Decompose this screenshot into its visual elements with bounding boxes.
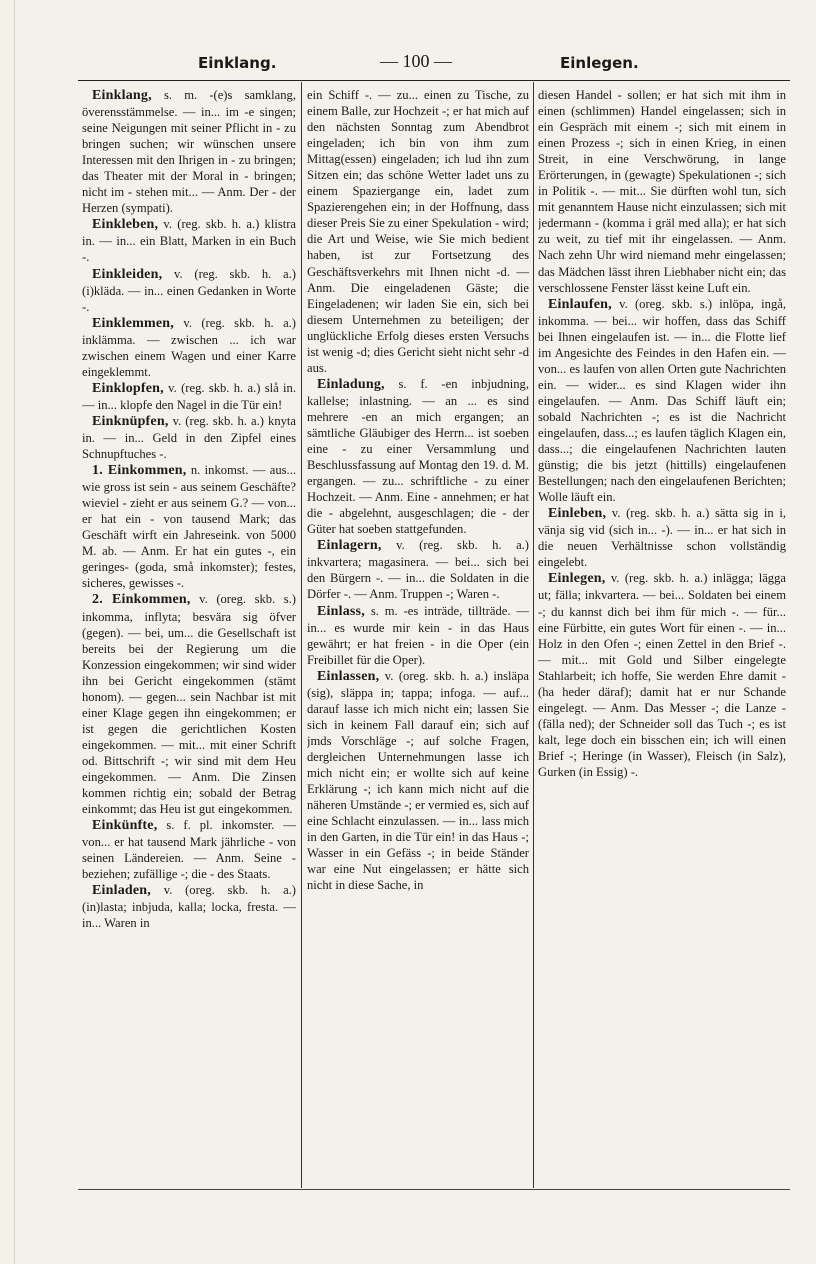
entry-headword: 2. Einkommen, — [92, 592, 191, 608]
dictionary-entry — [82, 817, 296, 882]
entry-headword: Einknüpfen, — [92, 413, 169, 429]
dictionary-entry — [307, 668, 529, 894]
footer-rule — [78, 1189, 790, 1190]
dictionary-entry — [82, 591, 296, 817]
entry-text: v. (oreg. skb. h. a.) (in)lasta; inbjuda, kalla; locka, fresta. — in... Waren in — [82, 883, 296, 931]
entry-text: ein Schiff -. — zu... einen zu Tische, zu einem Balle, zur Hochzeit -; er hat mich auf den nächsten Sonntag zum Abendbrot eingeladen; ich bin von ihm zum Mittag(essen) eingeladen; ich lud ihn zum Sitzen ein; das schöne Wetter ladet uns zu einem Spaziergange ein, ladet zum Spazierengehen ein; in der Hoffnung, dass dieser Preis Sie zu einer Spekulation - wird; die Art und Weise, wie Sie mich bedient haben, ist zur Fortsetzung des Geschäftsverkehrs mit Ihnen nicht -d. — Anm. Die eingeladenen Gäste; die Eingeladenen; wir laden Sie ein, sich bei diesem Unternehmen zu beteiligen; der unglückliche Erfolg dieses ersten Versuchs ist wenig -d; dies Gericht sieht nicht sehr -d aus. — [307, 88, 529, 375]
dictionary-entry — [82, 462, 296, 591]
header-rule — [78, 80, 790, 81]
column-divider-1 — [301, 82, 302, 1188]
dictionary-entry — [82, 266, 296, 315]
dictionary-entry — [307, 537, 529, 602]
dictionary-entry — [538, 570, 786, 780]
dictionary-entry — [82, 315, 296, 380]
entry-text: s. f. -en inbjudning, kallelse; inlastning. — an ... es sind mehrere -en an mich ergangen; an sämtliche Gläubiger des Herrn... ist soeben eine - zu einer Versammlung und Beschlussfassung auf Montag den 19. d. M. ergangen. — zu... schriftliche - zu einer Hochzeit. — Anm. Eine - annehmen; er hat die - abgelehnt, ausgeschlagen; die - der Güter hat soeben stattgefunden. — [307, 376, 529, 537]
entry-text: diesen Handel - sollen; er hat sich mit ihm in einen (schlimmen) Handel eingelassen; sich in ein Gespräch mit einem -; sich mit einem in einen Prozess -; sich in einen Krieg, in einen Streit, in eine Verschwörung, in lange Erörterungen, in (gewagte) Spekulationen -; sich in Politik -. — mit... Sie dürften wohl tun, sich mit genanntem Hause nicht einzulassen; sich mit jedermann - (komma i gräl med alla); er hat sich zu weit, zu tief mit ihr eingelassen. — Anm. Nach zehn Uhr wird niemand mehr eingelassen; das Mädchen lässt ihren Liebhaber nicht ein; das verschlossene Fenster lässt keine Luft ein. — [538, 88, 786, 295]
dictionary-entry — [82, 216, 296, 265]
entry-headword: Einlegen, — [548, 571, 606, 587]
entry-headword: Einkleiden, — [92, 266, 163, 282]
dictionary-entry — [538, 87, 786, 296]
entry-headword: Einlass, — [317, 603, 365, 619]
entry-headword: Einklemmen, — [92, 315, 174, 331]
header-last-word: Einlegen. — [560, 54, 639, 72]
entry-headword: Einlassen, — [317, 668, 380, 684]
dictionary-entry — [307, 603, 529, 668]
dictionary-entry — [538, 296, 786, 506]
dictionary-entry — [82, 380, 296, 413]
entry-headword: Einladen, — [92, 883, 151, 899]
entry-text: s. f. pl. inkomster. — von... er hat tausend Mark jährliche - von seinen Ländereien. — Anm. Seine - beziehen; zufällige -; die - des Staats. — [82, 818, 296, 882]
entry-headword: Einkünfte, — [92, 818, 158, 834]
entry-text: v. (reg. skb. h. a.) (i)kläda. — in... einen Gedanken in Worte -. — [82, 266, 296, 314]
entry-headword: 1. Einkommen, — [92, 463, 187, 479]
entry-text: s. m. -es inträde, tillträde. — in... es wurde mir kein - in das Haus gewährt; er hat freien - in die Oper (ein Freibillet für die Oper). — [307, 603, 529, 667]
entry-text: n. inkomst. — aus... wie gross ist sein - aus seinem Geschäfte? wieviel - zieht er aus seinem G.? — von... er hat ein - von tausend Mark; das Geschäft wirft ein Jahreseink. von 5000 M. ab. — Anm. Er hat ein gutes -, ein geringes- (goda, små inkomster); festes, sicheres, gewisses -. — [82, 463, 296, 591]
entry-headword: Einlagern, — [317, 538, 382, 554]
entry-text: v. (oreg. skb. s.) inlöpa, ingå, inkomma. — bei... wir hoffen, dass das Schiff bei Ihnen eingelaufen ist. — in... die Flotte lief im Angesichte des Feindes in den Hafen ein. — von... es laufen von allen Orten gute Nachrichten ein. — wider... es sind Klagen wider ihn eingelaufen. — Anm. Das Schiff läuft ein; sobald Nachrichten -; es ist die Nachricht eingelaufen, dass...; es laufen täglich Klagen ein, dass...; die eingelaufenen Nachrichten lauten günstig; die bis jetzt (hittills) eingelaufenen Bestellungen; nach den eingelaufenen Berichten; Wolle läuft ein. — [538, 296, 786, 505]
entry-headword: Einklopfen, — [92, 380, 164, 396]
entry-text: v. (reg. skb. h. a.) sätta sig in i, vänja sig vid (sich in... -). — in... er hat sich in die neuen Verhältnisse schon vollständig eingelebt. — [538, 506, 786, 570]
entry-headword: Einleben, — [548, 506, 607, 522]
entry-text: v. (reg. skb. h. a.) inkvartera; magasinera. — bei... sich bei den Bürgern -. — in... die Soldaten in die Dörfer -. — Anm. Truppen -; Waren -. — [307, 538, 529, 602]
entry-headword: Einladung, — [317, 376, 385, 392]
dictionary-entry — [307, 87, 529, 376]
dictionary-entry — [82, 882, 296, 931]
page-edge — [14, 0, 15, 1264]
dictionary-entry — [82, 87, 296, 216]
dictionary-entry — [82, 413, 296, 462]
entry-text: s. m. -(e)s samklang, överensstämmelse. — in... im -e singen; seine Neigungen mit seiner Pflicht in - zu bringen suchen; wir wünschen unsere Interessen mit den Ihrigen in - zu bringen; das Theater mit der Moral in - bringen; nicht im - stehen mit... — Anm. Der - der Herzen (sympati). — [82, 88, 296, 216]
entry-text: v. (reg. skb. h. a.) klistra in. — in... ein Blatt, Marken in ein Buch -. — [82, 217, 296, 265]
dictionary-entry — [307, 376, 529, 537]
entry-text: v. (reg. skb. h. a.) slå in. — in... klopfe den Nagel in die Tür ein! — [82, 380, 296, 412]
column-1 — [82, 87, 296, 1187]
page-header — [80, 50, 786, 78]
entry-text: v. (reg. skb. h. a.) knyta in. — in... Geld in den Zipfel eines Schnupftuches -. — [82, 413, 296, 462]
column-3 — [538, 87, 786, 1187]
entry-headword: Einklang, — [92, 88, 152, 103]
column-2 — [307, 87, 529, 1187]
page-number: — 100 — — [380, 51, 452, 71]
header-first-word: Einklang. — [198, 54, 277, 72]
entry-headword: Einkleben, — [92, 217, 159, 233]
dictionary-entry — [538, 505, 786, 570]
entry-text: v. (oreg. skb. s.) inkomma, inflyta; besvära sig öfver (gegen). — bei, um... die Gesellschaft ist bereits bei der Regierung um die Konzession eingekommen; wir sind wider ihn bei Gericht eingekommen (stämt honom). — gegen... sein Nachbar ist mit einer Klage gegen ihn eingekommen; er ist gegen die gerichtlichen Kosten eingekommen. — mit... mit einer Schrift od. Bittschrift -; wir sind mit dem Heu eingekommen. — Anm. Die Zinsen kommen richtig ein; sobald der Betrag einkommt; das Heu ist gut eingekommen. — [82, 592, 296, 817]
entry-text: v. (reg. skb. h. a.) inlägga; lägga ut; fälla; inkvartera. — bei... Soldaten bei einem -; du kannst dich bei ihm für mich -. — für... eine Fürbitte, ein gutes Wort für einen -. — in... Holz in den Ofen -; einen Zettel in den Brief -. — mit... mit Gold und Silber eingelegte Stahlarbeit; ich hoffe, Sie werden Ehre damit - (ha heder däraf); damit hat er nur Schande eingelegt. — Anm. Das Messer -; die Lanze - (fälla ned); der Schneider soll das Tuch -; es ist kalt, lege doch ein bisschen ein; ich will einen Brief -; Heringe (in Wasser), Fleisch (in Salz), Gurken (in Essig) -. — [538, 571, 786, 779]
entry-text: v. (oreg. skb. h. a.) insläpa (sig), släppa in; tappa; infoga. — auf... darauf lasse ich mich nicht ein; lassen Sie sich in keinem Fall darauf ein; sich auf jmds Vorschläge -; auf solche Fragen, dergleichen Unternehmungen lasse ich mich nicht ein; er wollte sich auf keine Erklärung -; ich kann mich nicht auf die näheren Umstände -; er vermied es, sich auf eine Schlacht einzulassen. — in... lass mich in den Garten, in die Tür ein! in das Haus -; Wasser in ein Gefäss -; in beide Ständer war eine Nut eingelassen; er hätte sich nicht in diese Sache, in — [307, 668, 529, 893]
entry-headword: Einlaufen, — [548, 296, 612, 312]
entry-text: v. (reg. skb. h. a.) inklämma. — zwischen ... ich war zwischen einem Wagen und einer Karre eingeklemmt. — [82, 315, 296, 379]
column-divider-2 — [533, 82, 534, 1188]
